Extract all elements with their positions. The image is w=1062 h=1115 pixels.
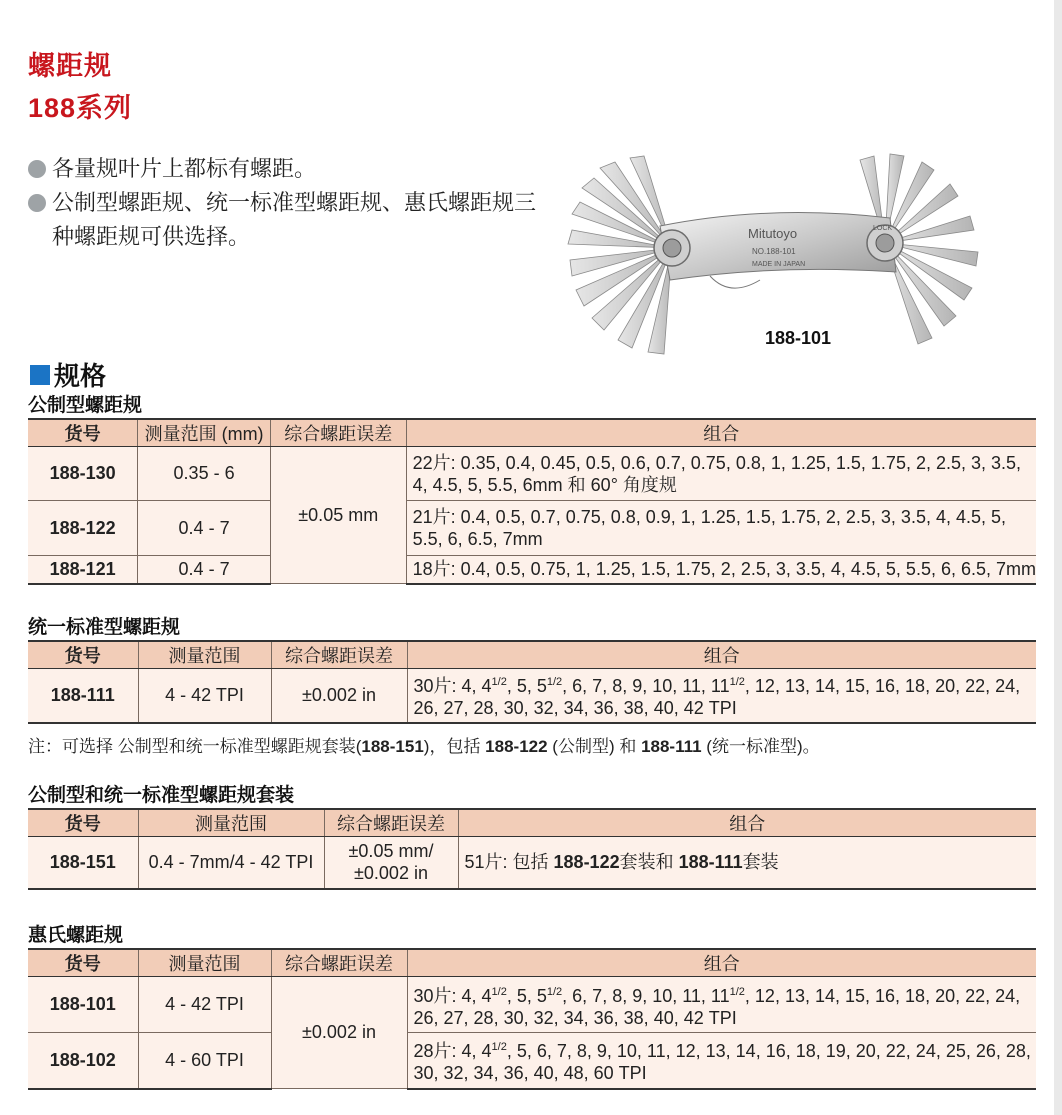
gauge-brand: Mitutoyo [748, 226, 798, 241]
table-header-row [28, 809, 1036, 837]
col-header: 组合 [406, 419, 1036, 447]
table-row [28, 501, 1036, 556]
square-icon [30, 365, 50, 385]
whitworth-title: 惠氏螺距规 [28, 925, 124, 946]
gauge-origin: MADE IN JAPAN [752, 261, 806, 268]
col-header: 综合螺距误差 [324, 809, 458, 837]
table-header-row [28, 641, 1036, 669]
gauge-model: NO.188-101 [752, 247, 796, 256]
gauge-lock: LOCK [873, 225, 893, 232]
part-number: 188-102 [28, 1033, 138, 1089]
tolerance-cell: ±0.002 in [271, 669, 407, 723]
feature-list [28, 152, 548, 254]
combo-set-title: 公制型和统一标准型螺距规套装 [28, 785, 295, 806]
tolerance-cell: ±0.05 mm [270, 447, 406, 584]
col-header: 组合 [407, 949, 1036, 977]
range-cell: 0.35 - 6 [138, 447, 271, 501]
product-caption: 188-101 [765, 328, 832, 348]
range-cell: 0.4 - 7 [138, 556, 271, 584]
combo-cell: 30片: 4, $4^{1/2}$, 5, $5^{1/2}$, 6, 7, 8, 9, 10, 11, $11^{1/2}$, 12, 13, 14, 15, 16, 18, 20, 22, 24, 26, 27, 28, 30, 32, 34, 36, 38, 40, 42 TPI [407, 977, 1036, 1033]
feature-text: 各量规叶片上都标有螺距。 [52, 156, 317, 181]
range-cell: 4 - 42 TPI [138, 977, 271, 1033]
tolerance-cell: ±0.002 in [271, 977, 407, 1089]
spec-heading [30, 356, 106, 393]
col-header: 货号 [28, 949, 138, 977]
col-header: 测量范围 [138, 949, 271, 977]
range-cell: 0.4 - 7 [138, 501, 271, 556]
col-header: 货号 [28, 419, 138, 447]
table-row [28, 1033, 1036, 1089]
bullet-icon [28, 160, 46, 178]
combo-cell: 51片: 包括 188-122套装和 188-111套装 [458, 837, 1036, 889]
series-title: 188系列 [28, 93, 133, 123]
col-header: 组合 [407, 641, 1036, 669]
part-number: 188-111 [28, 669, 138, 723]
whitworth-table [28, 948, 1036, 1090]
feature-text: 公制型螺距规、统一标准型螺距规、惠氏螺距规三种螺距规可供选择。 [52, 190, 537, 249]
part-number: 188-122 [28, 501, 138, 556]
combo-cell: 18片: 0.4, 0.5, 0.75, 1, 1.25, 1.5, 1.75, 2, 2.5, 3, 3.5, 4, 4.5, 5, 5.5, 6, 6.5, 7mm [406, 556, 1036, 584]
tolerance-cell: ±0.05 mm/ ±0.002 in [324, 837, 458, 889]
bullet-icon [28, 194, 46, 212]
table-row [28, 837, 1036, 889]
combo-cell: 21片: 0.4, 0.5, 0.7, 0.75, 0.8, 0.9, 1, 1.25, 1.5, 1.75, 2, 2.5, 3, 3.5, 4, 4.5, 5, 5.5, 6, 6.5, 7mm [406, 501, 1036, 556]
col-header: 货号 [28, 641, 138, 669]
part-number: 188-121 [28, 556, 138, 584]
combo-set-table [28, 808, 1036, 890]
col-header: 综合螺距误差 [270, 419, 406, 447]
table-row [28, 977, 1036, 1033]
table-row [28, 669, 1036, 723]
combo-cell: 28片: 4, $4^{1/2}$, 5, 6, 7, 8, 9, 10, 11, 12, 13, 14, 16, 18, 19, 20, 22, 24, 25, 26, 28, 30, 32, 34, 36, 40, 48, 60 TPI [407, 1033, 1036, 1089]
table-header-row [28, 949, 1036, 977]
col-header: 综合螺距误差 [271, 949, 407, 977]
col-header: 测量范围 (mm) [138, 419, 271, 447]
col-header: 货号 [28, 809, 138, 837]
combo-cell: 30片: 4, $4^{1/2}$, 5, $5^{1/2}$, 6, 7, 8, 9, 10, 11, $11^{1/2}$, 12, 13, 14, 15, 16, 18, 20, 22, 24, 26, 27, 28, 30, 32, 34, 36, 38, 40, 42 TPI [407, 669, 1036, 723]
table-row [28, 447, 1036, 501]
part-number: 188-101 [28, 977, 138, 1033]
page-title: 螺距规 [28, 51, 112, 81]
unified-table [28, 640, 1036, 724]
table-header-row [28, 419, 1036, 447]
range-cell: 4 - 42 TPI [138, 669, 271, 723]
spec-heading-text: 规格 [54, 361, 107, 391]
range-cell: 0.4 - 7mm/4 - 42 TPI [138, 837, 324, 889]
range-cell: 4 - 60 TPI [138, 1033, 271, 1089]
metric-title: 公制型螺距规 [28, 395, 143, 416]
col-header: 测量范围 [138, 809, 324, 837]
footnote: 注：可选择 公制型和统一标准型螺距规套装(188-151)，包括 188-122 (公制型) 和 188-111 (统一标准型)。 [28, 737, 820, 756]
part-number: 188-151 [28, 837, 138, 889]
col-header: 组合 [458, 809, 1036, 837]
table-row [28, 556, 1036, 584]
part-number: 188-130 [28, 447, 138, 501]
page-edge [1054, 0, 1062, 1115]
metric-table [28, 418, 1036, 585]
feature-item [28, 186, 548, 254]
unified-title: 统一标准型螺距规 [28, 617, 181, 638]
col-header: 综合螺距误差 [271, 641, 407, 669]
combo-cell: 22片: 0.35, 0.4, 0.45, 0.5, 0.6, 0.7, 0.75, 0.8, 1, 1.25, 1.5, 1.75, 2, 2.5, 3, 3.5, 4, 4.5, 5, 5.5, 6mm 和 60° 角度规 [406, 447, 1036, 501]
feature-item [28, 152, 548, 186]
col-header: 测量范围 [138, 641, 271, 669]
